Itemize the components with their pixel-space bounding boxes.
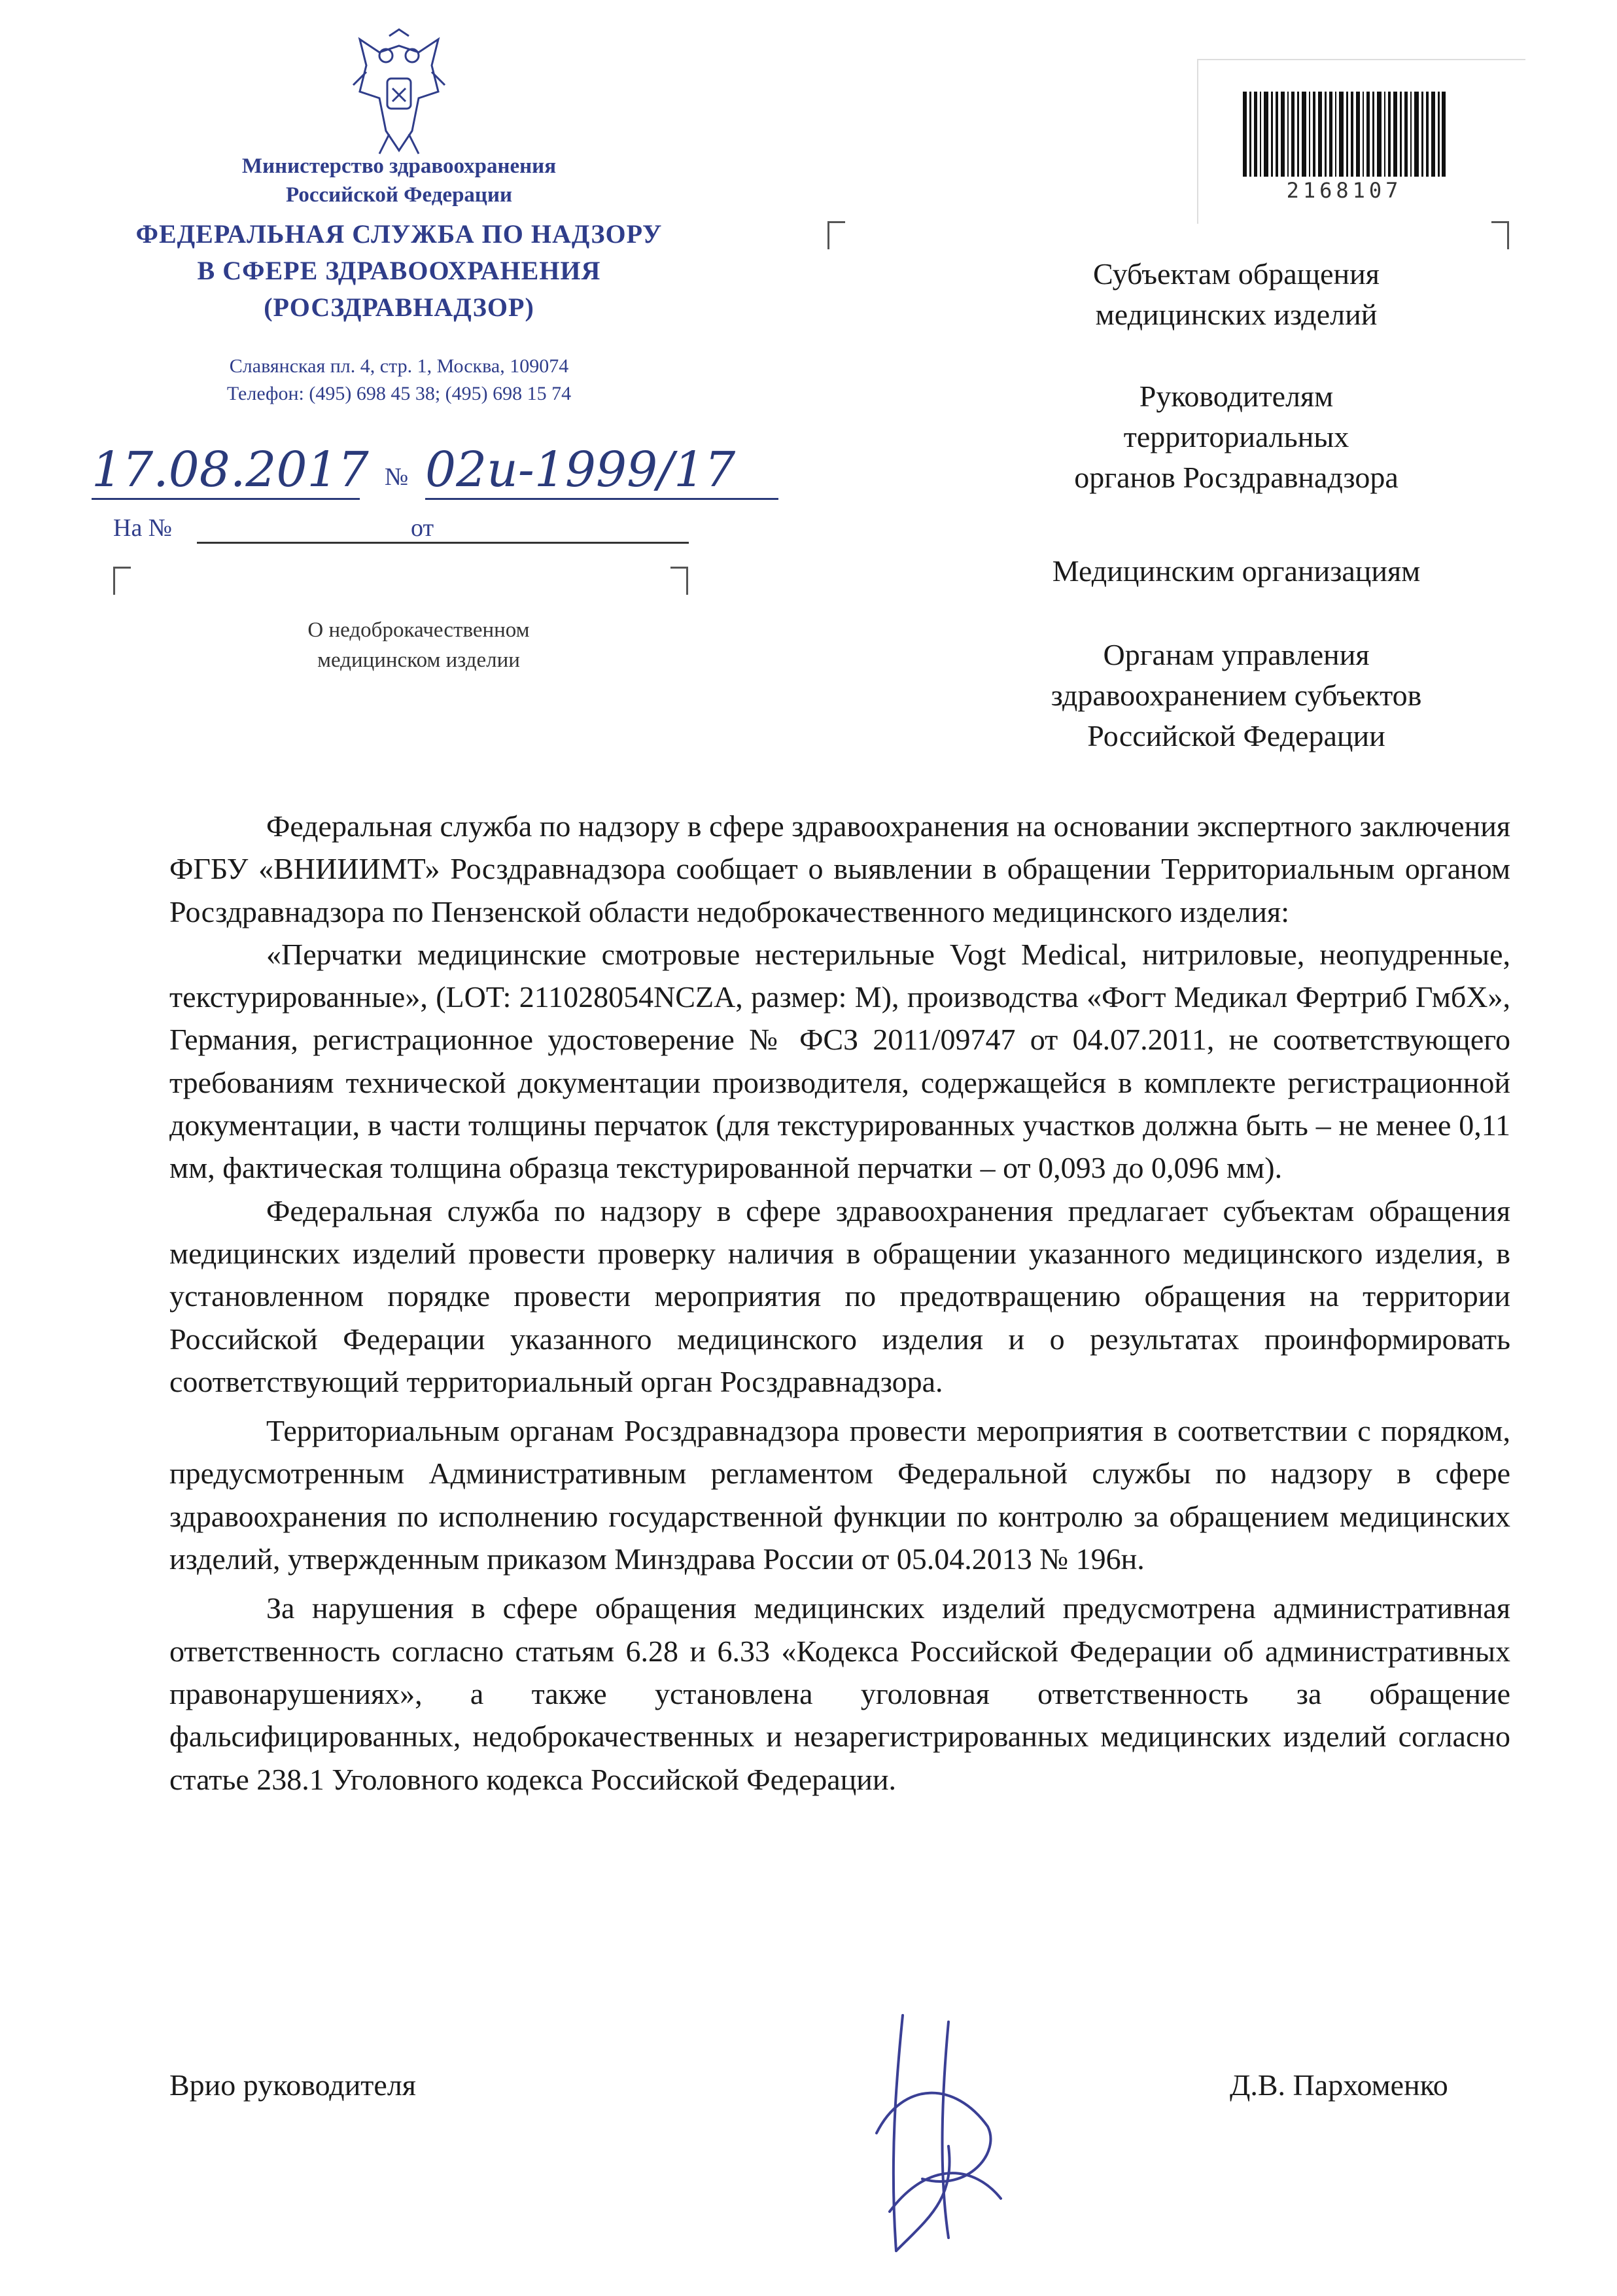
ministry-name [164,152,635,209]
body-paragraph-3: Федеральная служба по надзору в сфере здравоохранения предлагает субъектам обращения медицинских изделий провести проверку наличия в обращении указанного медицинского изделия, в установленном порядке провести мероприятия по предотвращению обращения на территории Российской Федерации указанного медицинского изделия и о результатах проинформировать соответствующий территориальный орган Росздравнадзора. [169,1193,1510,1398]
reply-number-label: На № [113,514,173,542]
signature-icon [850,2002,1020,2264]
signatory-position: Врио руководителя [169,2068,416,2102]
recipients-bracket-left [827,221,845,249]
letter-subject [262,615,576,675]
registration-line [92,435,831,514]
body-paragraph-1: Федеральная служба по надзору в сфере здравоохранения на основании экспертного заключения ФГБУ «ВНИИИМТ» Росздравнадзора сообщает о выявлении в обращении Территориальным органом Росздравнадзора по Пензенской области недоброкачественного медицинского изделия: [169,809,1510,928]
recipient-1-line-1: Субъектам обращения [1093,257,1380,291]
recipient-1 [942,254,1531,335]
body-paragraph-4: Территориальным органам Росздравнадзора провести мероприятия в соответствии с порядком, предусмотренным Административным регламентом Федеральной службы по надзору в сфере здравоохранения по исполнению государственной функции по контролю за обращением медицинских изделий, утвержденным приказом Минздрава России от 05.04.2013 № 196н. [169,1414,1510,1576]
recipient-4 [942,635,1531,756]
service-line-1: ФЕДЕРАЛЬНАЯ СЛУЖБА ПО НАДЗОРУ [135,219,663,249]
signatory-name: Д.В. Пархоменко [1230,2068,1448,2102]
recipient-2-line-2: территориальных [1123,420,1349,453]
subject-line-1: О недоброкачественном [307,618,530,642]
registration-date: 17.08.2017 [92,442,360,500]
ministry-line-1: Министерство здравоохранения [241,154,557,178]
recipient-4-line-1: Органам управления [1103,638,1370,671]
recipient-2-line-3: органов Росздравнадзора [1074,461,1399,494]
service-line-3: (РОСЗДРАВНАДЗОР) [264,292,534,322]
recipient-3-line-1: Медицинским организациям [1052,554,1421,588]
ministry-line-2: Российской Федерации [286,183,512,207]
subject-bracket-right [670,567,688,595]
service-name [105,216,693,326]
reply-from-label: от [411,514,434,542]
address: Славянская пл. 4, стр. 1, Москва, 109074 [229,355,569,377]
barcode-icon [1243,92,1446,177]
recipients-bracket-right [1491,221,1509,249]
recipient-2 [942,376,1531,498]
reply-line [113,510,689,550]
letter-body [169,805,1510,1801]
recipient-2-line-1: Руководителям [1139,380,1334,413]
body-paragraph-5: За нарушения в сфере обращения медицинских изделий предусмотрена административная ответственность согласно статьям 6.28 и 6.33 «Кодекса Российской Федерации об административных правонарушениях», а также установлена уголовная ответственность за обращение фальсифицированных, недоброкачественных и незарегистрированных медицинских изделий согласно статье 238.1 Уголовного кодекса Российской Федерации. [169,1591,1510,1796]
subject-line-2: медицинском изделии [317,648,520,672]
number-sign: № [385,463,409,491]
reply-date-field [453,542,689,544]
recipient-4-line-3: Российской Федерации [1087,719,1385,752]
recipient-3 [942,551,1531,592]
barcode-number: 2168107 [1286,178,1402,203]
body-paragraph-2: «Перчатки медицинские смотровые нестерильные Vogt Medical, нитриловые, неопудренные, текстурированные», (LOT: 211028054NCZA, размер: M), производства «Фогт Медикал Фертриб ГмбХ», Германия, регистрационное удостоверение № ФСЗ 2011/09747 от 04.07.2011, не соответствующего требованиям технической документации производителя, содержащейся в комплекте регистрационной документации, в части толщины перчаток (для текстурированных участков должна быть – не менее 0,11 мм, фактическая толщина образца текстурированной перчатки – от 0,093 до 0,096 мм). [169,937,1510,1185]
phone: Телефон: (495) 698 45 38; (495) 698 15 74 [226,383,572,404]
service-line-2: В СФЕРЕ ЗДРАВООХРАНЕНИЯ [197,256,601,285]
coat-of-arms-icon [340,26,458,164]
recipient-4-line-2: здравоохранением субъектов [1051,679,1422,712]
registration-number: 02и-1999/17 [425,442,778,500]
subject-bracket-left [113,567,131,595]
recipient-1-line-2: медицинских изделий [1095,298,1378,331]
